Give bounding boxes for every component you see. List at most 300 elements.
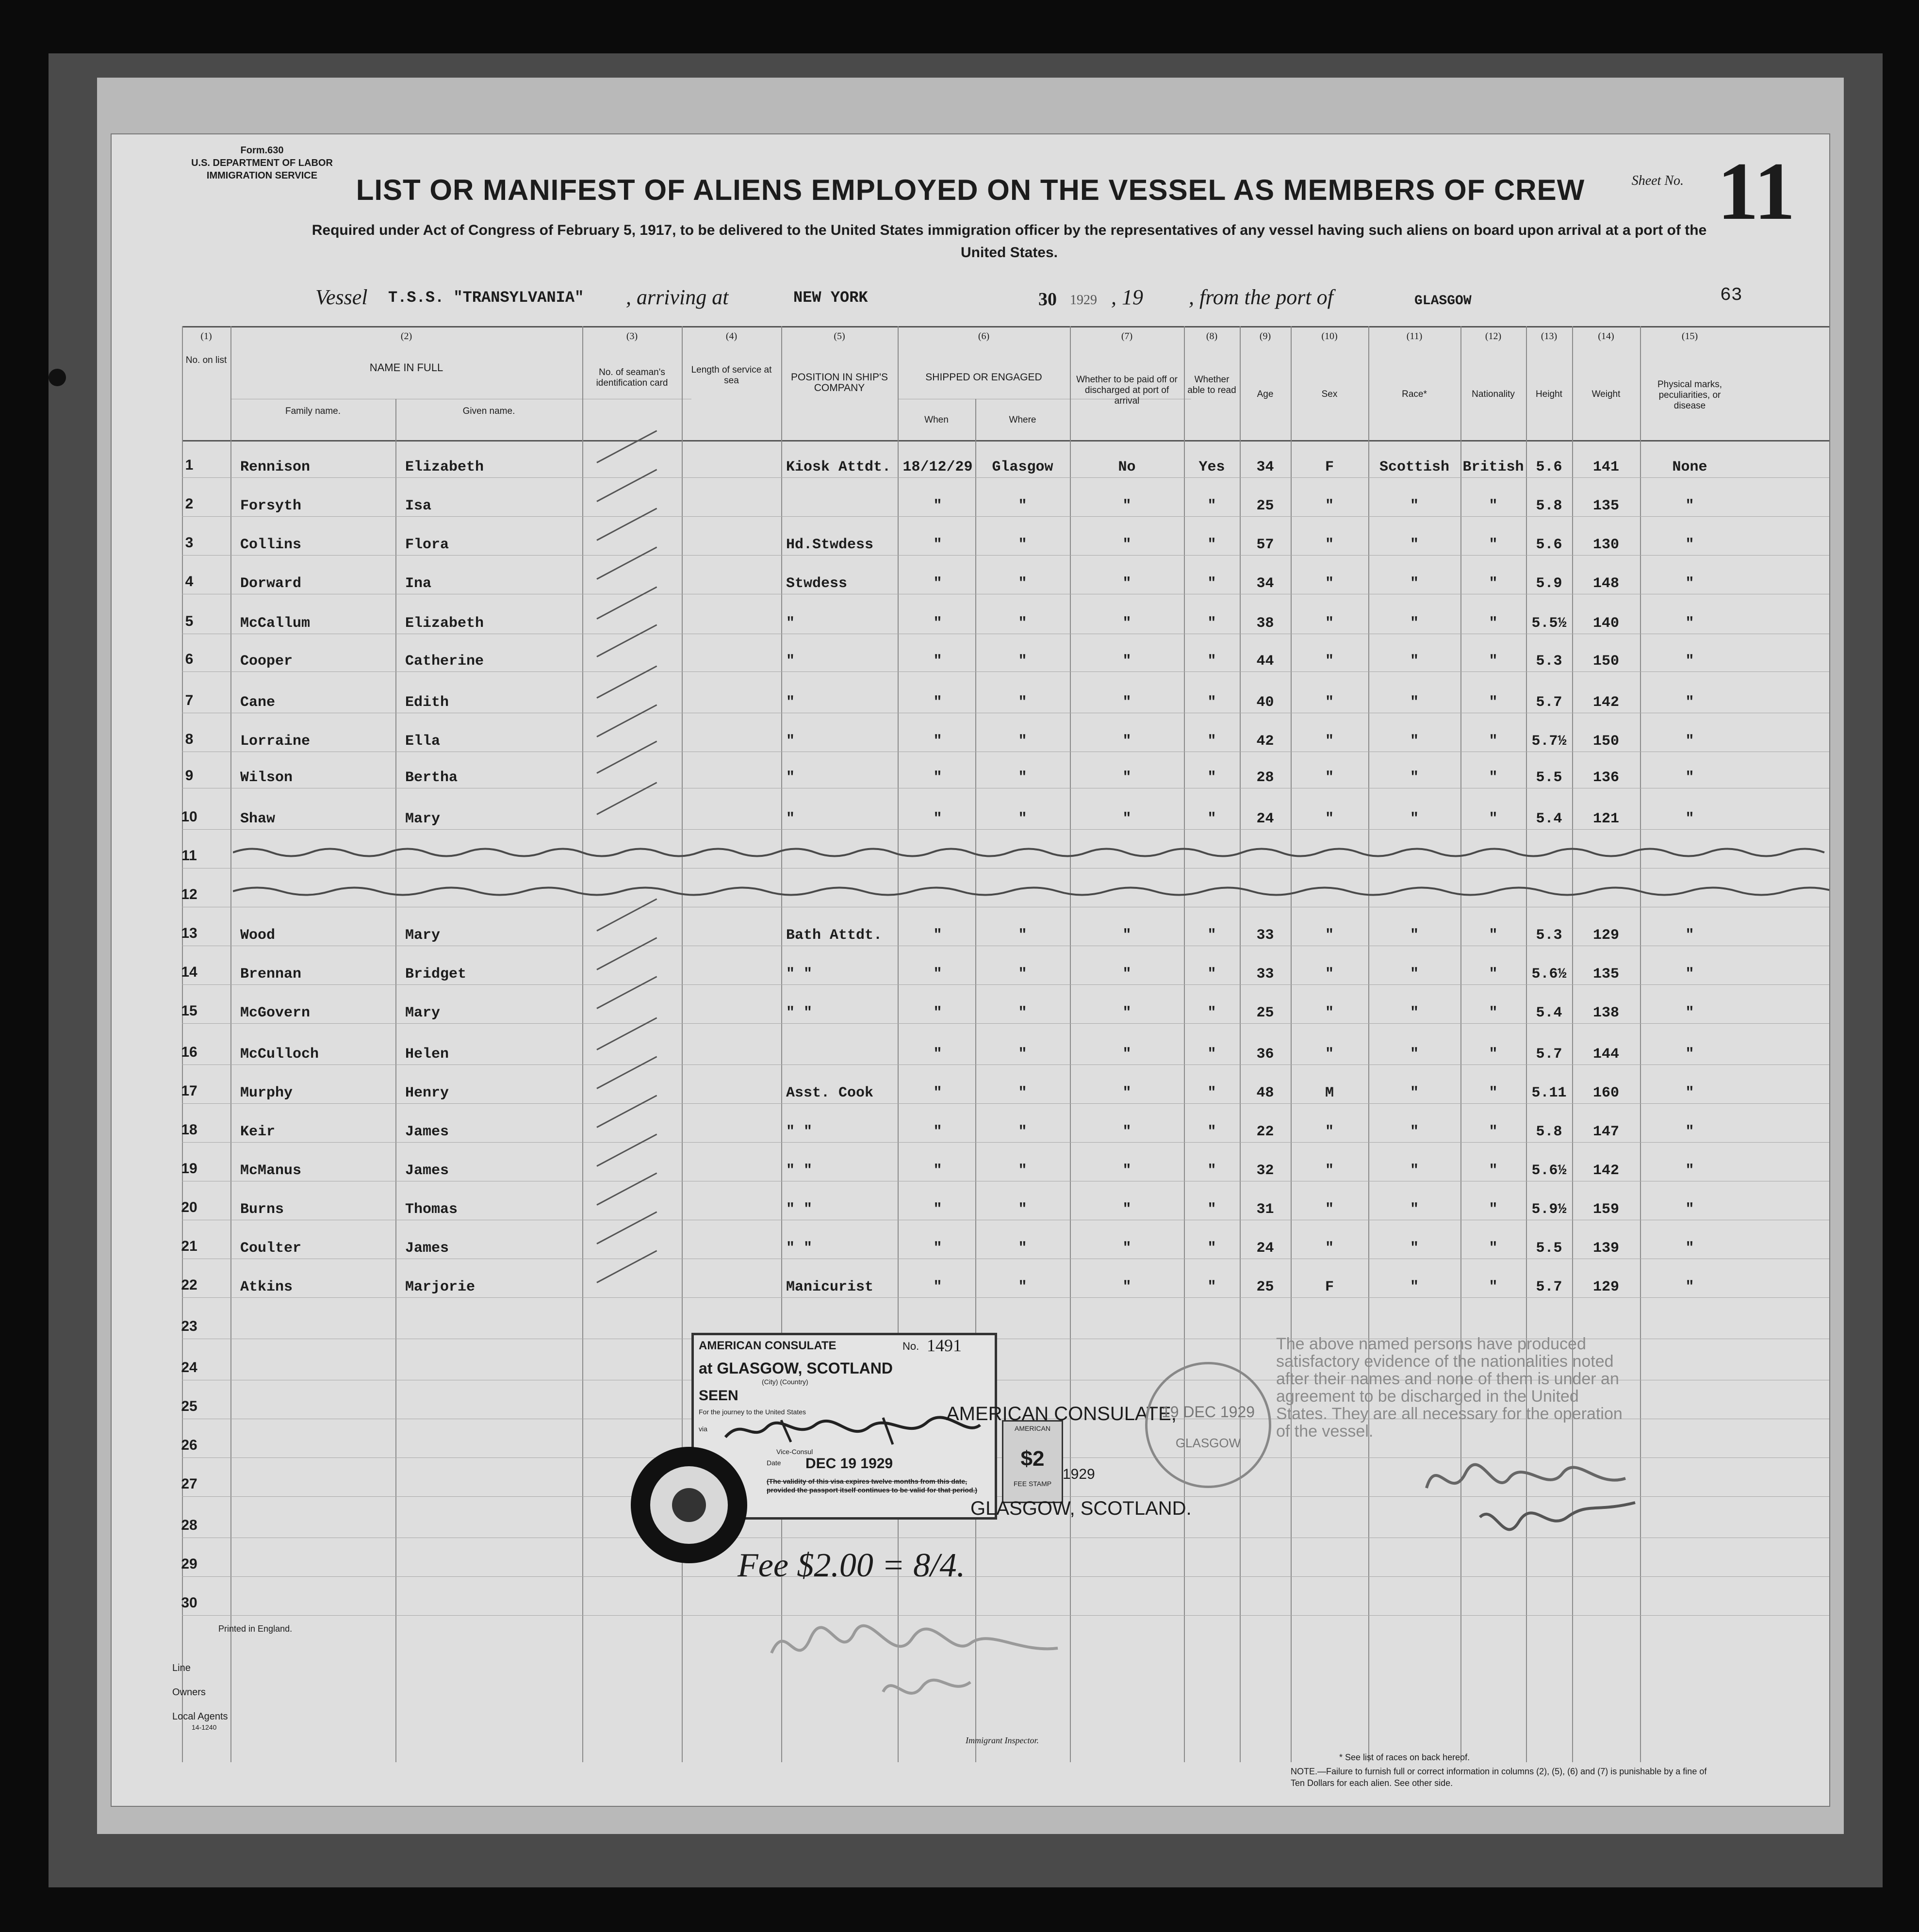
cell-paid: " [1122,1046,1132,1063]
cell-position: " " [786,1201,813,1218]
cell-where: " [1018,966,1027,982]
cell-marks: " [1685,694,1694,711]
cell-weight: 144 [1592,1046,1619,1063]
cell-weight: 142 [1592,1162,1619,1179]
cell-weight: 130 [1592,537,1619,553]
col-head-nationality: Nationality [1472,389,1515,399]
col-num-6: (6) [978,331,990,342]
row-rule [182,1103,1829,1104]
from-port-label: , from the port of [1189,285,1333,309]
cell-family: Brennan [240,966,302,982]
column-rule [582,326,583,1762]
cell-weight: 136 [1592,770,1619,786]
row-number: 29 [181,1556,197,1572]
cell-read: " [1207,537,1216,553]
cell-paid: " [1122,1279,1132,1295]
manifest-sheet [111,133,1830,1807]
col-num-7: (7) [1121,331,1133,342]
fee-stamp-amount: $2 [1020,1447,1045,1471]
cell-family: Wilson [240,770,293,786]
row-number: 12 [181,886,197,902]
cell-height: 5.9 [1536,575,1562,592]
cell-where: " [1018,811,1027,827]
cell-sex: " [1325,1162,1334,1179]
cell-nationality: " [1489,537,1498,553]
cell-family: Burns [240,1201,284,1218]
page-number: 63 [1720,285,1742,306]
cell-sex: " [1325,1201,1334,1218]
arriving-port: NEW YORK [793,289,868,307]
cell-sex: " [1325,537,1334,553]
row-number: 10 [181,809,197,825]
cell-nationality: " [1489,615,1498,632]
row-number: 13 [181,925,197,941]
col-head-age: Age [1257,389,1274,399]
cell-paid: " [1122,498,1132,514]
cell-family: Coulter [240,1240,302,1257]
row-rule [182,829,1829,830]
cell-weight: 129 [1592,1279,1619,1295]
stamp-city: at GLASGOW, SCOTLAND [699,1359,893,1377]
cell-paid: " [1122,653,1132,670]
col-num-4: (4) [725,331,738,342]
cell-sex: " [1325,498,1334,514]
col-head-weight: Weight [1591,389,1621,399]
row-rule [182,1297,1829,1298]
col-head-height: Height [1536,389,1562,399]
cell-weight: 140 [1592,615,1619,632]
cell-family: McGovern [240,1005,311,1021]
cell-given: Edith [405,694,449,711]
col-num-14: (14) [1598,331,1614,342]
checkmark-icon [596,1133,657,1166]
cell-given: Isa [405,498,432,514]
row-number: 7 [185,692,194,708]
cell-where: Glasgow [992,459,1053,475]
cell-race: " [1410,498,1419,514]
cell-height: 5.6½ [1531,1162,1567,1179]
cell-height: 5.5 [1536,1240,1562,1257]
cell-read: " [1207,1124,1216,1140]
stamp-seen: SEEN [699,1388,738,1404]
row-number: 23 [181,1318,197,1334]
col-head-given: Given name. [462,406,515,416]
row-rule [182,555,1829,556]
inspector-signature [767,1614,1067,1711]
fine-note: NOTE.—Failure to furnish full or correct information in columns (2), (5), (6) and (7) is punishable by a fine of Ten Dollars for each alien. See other side. [1291,1767,1707,1788]
strike-line-row-12 [233,884,1830,899]
cell-sex: F [1325,459,1334,475]
cell-read: " [1207,1279,1216,1295]
cell-height: 5.3 [1536,653,1562,670]
cell-marks: " [1685,733,1694,750]
cell-given: Ella [405,733,441,750]
printed-in: Printed in England. [218,1624,293,1634]
cell-height: 5.4 [1536,811,1562,827]
page-subtitle: Required under Act of Congress of February 5, 1917, to be delivered to the United States immigration officer by the representatives of any vessel having such aliens on board upon arrival at a port of the United States. [312,222,1707,261]
cell-given: Bridget [405,966,467,982]
cell-marks: " [1685,498,1694,514]
row-number: 30 [181,1595,197,1611]
stamp-date-label: Date [767,1459,781,1467]
cell-nationality: " [1489,1046,1498,1063]
col-num-5: (5) [834,331,845,342]
cell-where: " [1018,1279,1027,1295]
cell-given: Marjorie [405,1279,476,1295]
cell-read: " [1207,811,1216,827]
cell-marks: " [1685,1085,1694,1101]
cell-marks: " [1685,537,1694,553]
cell-race: " [1410,966,1419,982]
cell-height: 5.8 [1536,1124,1562,1140]
cell-read: " [1207,653,1216,670]
cell-paid: " [1122,694,1132,711]
cell-read: " [1207,498,1216,514]
cell-paid: " [1122,927,1132,944]
cell-height: 5.11 [1531,1085,1567,1101]
cell-family: Collins [240,537,302,553]
col-head-physical: Physical marks, peculiarities, or disease [1657,379,1722,411]
fee-stamp [1002,1420,1063,1503]
cell-when: " [933,575,942,592]
cell-sex: " [1325,1005,1334,1021]
seal-center [650,1466,728,1544]
cell-position: " [786,653,795,670]
col-num-8: (8) [1206,331,1218,342]
cell-position: Asst. Cook [786,1085,874,1101]
cell-race: " [1410,615,1419,632]
cell-age: 31 [1256,1201,1274,1218]
cell-given: Mary [405,811,441,827]
cell-height: 5.4 [1536,1005,1562,1021]
cell-family: Dorward [240,575,302,592]
cell-position: " [786,811,795,827]
cell-weight: 159 [1592,1201,1619,1218]
cell-given: James [405,1124,449,1140]
cell-position: Kiosk Attdt. [786,459,891,475]
cell-weight: 129 [1592,927,1619,944]
row-number: 14 [181,964,197,980]
cell-when: " [933,537,942,553]
cell-race: " [1410,1162,1419,1179]
cell-race: " [1410,1124,1419,1140]
cell-when: " [933,733,942,750]
row-number: 25 [181,1398,197,1414]
cell-marks: " [1685,1240,1694,1257]
cell-height: 5.6 [1536,537,1562,553]
strike-line-row-11 [233,845,1830,860]
cell-race: " [1410,1279,1419,1295]
page-title: LIST OR MANIFEST OF ALIENS EMPLOYED ON THE VESSEL AS MEMBERS OF CREW [356,174,1585,206]
row-number: 26 [181,1437,197,1453]
cell-race: " [1410,1240,1419,1257]
footer-form-code: 14-1240 [192,1723,217,1731]
consulate-text-1: AMERICAN CONSULATE, [946,1403,1177,1424]
row-number: 2 [185,496,194,512]
cell-nationality: " [1489,1201,1498,1218]
cell-nationality: British [1462,459,1524,475]
col-num-13: (13) [1541,331,1558,342]
cell-when: " [933,1162,942,1179]
row-number: 16 [181,1044,197,1060]
cell-given: Bertha [405,770,458,786]
column-rule [975,399,976,1762]
cell-paid: " [1122,770,1132,786]
cell-where: " [1018,1201,1027,1218]
stamp-vice-consul: Vice-Consul [776,1448,813,1456]
cell-where: " [1018,1046,1027,1063]
consulate-text-2: 1929 [1063,1466,1095,1482]
cell-read: " [1207,1046,1216,1063]
row-number: 1 [185,457,194,473]
checkmark-icon [596,1250,657,1283]
col-head-length: Length of service at sea [691,365,772,386]
cell-nationality: " [1489,1005,1498,1021]
cell-read: " [1207,1162,1216,1179]
cell-when: " [933,694,942,711]
row-number: 24 [181,1359,197,1375]
cell-nationality: " [1489,770,1498,786]
cell-paid: " [1122,1240,1132,1257]
cell-family: McManus [240,1162,302,1179]
inspector-label: Immigrant Inspector. [966,1736,1039,1745]
cell-age: 24 [1256,811,1274,827]
cell-given: Catherine [405,653,484,670]
checkmark-icon [596,937,657,970]
row-number: 20 [181,1199,197,1215]
col-head-position: POSITION IN SHIP'S COMPANY [790,372,888,393]
cell-given: Ina [405,575,432,592]
cell-sex: " [1325,1124,1334,1140]
checkmark-icon [596,976,657,1009]
cell-sex: " [1325,615,1334,632]
row-number: 11 [181,848,197,864]
cell-nationality: " [1489,927,1498,944]
fee-note: Fee $2.00 = 8/4. [738,1547,966,1584]
row-number: 8 [185,731,194,747]
cell-read: " [1207,1005,1216,1021]
cell-paid: " [1122,1201,1132,1218]
column-rule [395,399,396,1762]
row-number: 18 [181,1122,197,1138]
cell-given: Mary [405,1005,441,1021]
cell-age: 34 [1256,575,1274,592]
cell-position: Bath Attdt. [786,927,883,944]
cell-when: " [933,1124,942,1140]
cell-read: " [1207,615,1216,632]
oval-stamp-date: 19 DEC 1929 [1161,1403,1255,1421]
consular-seal [631,1447,747,1563]
cell-weight: 121 [1592,811,1619,827]
cell-marks: " [1685,1005,1694,1021]
cell-where: " [1018,694,1027,711]
vice-consul-signature [723,1413,985,1447]
cell-nationality: " [1489,733,1498,750]
cell-marks: " [1685,811,1694,827]
cell-family: Lorraine [240,733,311,750]
row-rule [182,671,1829,672]
cell-when: " [933,498,942,514]
cell-height: 5.7 [1536,1279,1562,1295]
row-rule [182,1576,1829,1577]
stamp-via: via [699,1425,707,1433]
cell-sex: " [1325,694,1334,711]
cell-sex: F [1325,1279,1334,1295]
col-num-9: (9) [1259,331,1271,342]
cell-race: " [1410,575,1419,592]
cell-marks: " [1685,653,1694,670]
vessel-name: T.S.S. "TRANSYLVANIA" [388,289,584,307]
arriving-label: , arriving at [626,285,729,309]
oval-stamp-city: GLASGOW [1175,1436,1241,1450]
cell-paid: " [1122,537,1132,553]
cell-nationality: " [1489,498,1498,514]
cell-read: Yes [1198,459,1225,475]
cell-where: " [1018,1240,1027,1257]
cell-race: " [1410,537,1419,553]
cell-race: " [1410,927,1419,944]
cell-when: " [933,1201,942,1218]
cell-marks: " [1685,966,1694,982]
cell-weight: 141 [1592,459,1619,475]
cell-when: " [933,653,942,670]
checkmark-icon [596,586,657,619]
cell-marks: " [1685,770,1694,786]
cell-age: 48 [1256,1085,1274,1101]
cell-given: Helen [405,1046,449,1063]
col-num-3: (3) [626,331,638,342]
cell-when: " [933,1085,942,1101]
checkmark-icon [596,1017,657,1050]
cell-race: " [1410,653,1419,670]
cell-weight: 139 [1592,1240,1619,1257]
col-head-shipped: SHIPPED OR ENGAGED [925,372,1042,383]
cell-weight: 142 [1592,694,1619,711]
cell-age: 44 [1256,653,1274,670]
cell-weight: 135 [1592,966,1619,982]
cell-position: " [786,770,795,786]
col-num-15: (15) [1681,331,1698,342]
cell-height: 5.6 [1536,459,1562,475]
cell-age: 25 [1256,1005,1274,1021]
checkmark-icon [596,1056,657,1089]
cell-position: Manicurist [786,1279,874,1295]
checkmark-icon [596,740,657,773]
cell-position: " " [786,1124,813,1140]
cell-where: " [1018,1005,1027,1021]
cell-race: " [1410,1005,1419,1021]
row-rule [182,1064,1829,1065]
cell-paid: " [1122,615,1132,632]
cell-when: " [933,927,942,944]
footer-agents-label: Local Agents [172,1711,228,1722]
cell-age: 32 [1256,1162,1274,1179]
cell-given: Henry [405,1085,449,1101]
checkmark-icon [596,704,657,737]
cell-height: 5.5½ [1531,615,1567,632]
cell-marks: " [1685,575,1694,592]
checkmark-icon [596,1095,657,1128]
cell-age: 33 [1256,966,1274,982]
cell-family: Forsyth [240,498,302,514]
col-head-sex: Sex [1321,389,1338,399]
cell-nationality: " [1489,1162,1498,1179]
oval-date-stamp [1145,1362,1271,1488]
from-port: GLASGOW [1414,294,1472,309]
cell-read: " [1207,733,1216,750]
cell-sex: M [1325,1085,1334,1101]
col-num-12: (12) [1485,331,1502,342]
department-name: U.S. DEPARTMENT OF LABOR [191,158,333,168]
cell-position: " [786,694,795,711]
cell-position: " " [786,1240,813,1257]
checkmark-icon [596,1211,657,1244]
cell-when: " [933,966,942,982]
cell-when: " [933,1046,942,1063]
cell-given: Elizabeth [405,615,484,632]
checkmark-icon [596,508,657,540]
cell-position: " " [786,966,813,982]
cell-weight: 150 [1592,733,1619,750]
cell-read: " [1207,966,1216,982]
cell-race: " [1410,694,1419,711]
col-head-family: Family name. [285,406,341,416]
checkmark-icon [596,665,657,698]
cell-where: " [1018,927,1027,944]
checkmark-icon [596,469,657,502]
cell-height: 5.5 [1536,770,1562,786]
cell-race: Scottish [1379,459,1450,475]
cell-given: Mary [405,927,441,944]
cell-position: " [786,733,795,750]
cell-when: " [933,1279,942,1295]
cell-read: " [1207,1085,1216,1101]
checkmark-icon [596,782,657,815]
cell-paid: " [1122,811,1132,827]
cell-sex: " [1325,575,1334,592]
checkmark-icon [596,546,657,579]
fee-stamp-top: AMERICAN [1015,1424,1050,1432]
cell-sex: " [1325,811,1334,827]
cell-family: McCulloch [240,1046,319,1063]
cell-read: " [1207,1240,1216,1257]
cell-race: " [1410,811,1419,827]
cell-nationality: " [1489,811,1498,827]
cell-when: " [933,811,942,827]
arrival-date: 30 [1038,289,1057,310]
cell-family: McCallum [240,615,311,632]
service-name: IMMIGRATION SERVICE [206,170,318,181]
cell-sex: " [1325,653,1334,670]
row-number: 28 [181,1517,197,1533]
cell-paid: " [1122,1005,1132,1021]
cell-weight: 147 [1592,1124,1619,1140]
col-head-paid-off: Whether to be paid off or discharged at port of arrival [1076,375,1178,406]
cell-family: Murphy [240,1085,293,1101]
cell-marks: " [1685,927,1694,944]
cell-family: Shaw [240,811,276,827]
cell-marks: " [1685,1162,1694,1179]
cell-given: Thomas [405,1201,458,1218]
cell-age: 42 [1256,733,1274,750]
col-num-2: (2) [400,331,412,342]
cell-height: 5.9½ [1531,1201,1567,1218]
cell-nationality: " [1489,1085,1498,1101]
cell-given: James [405,1162,449,1179]
cell-where: " [1018,575,1027,592]
header-bottom-rule [182,440,1829,442]
cell-marks: " [1685,1046,1694,1063]
